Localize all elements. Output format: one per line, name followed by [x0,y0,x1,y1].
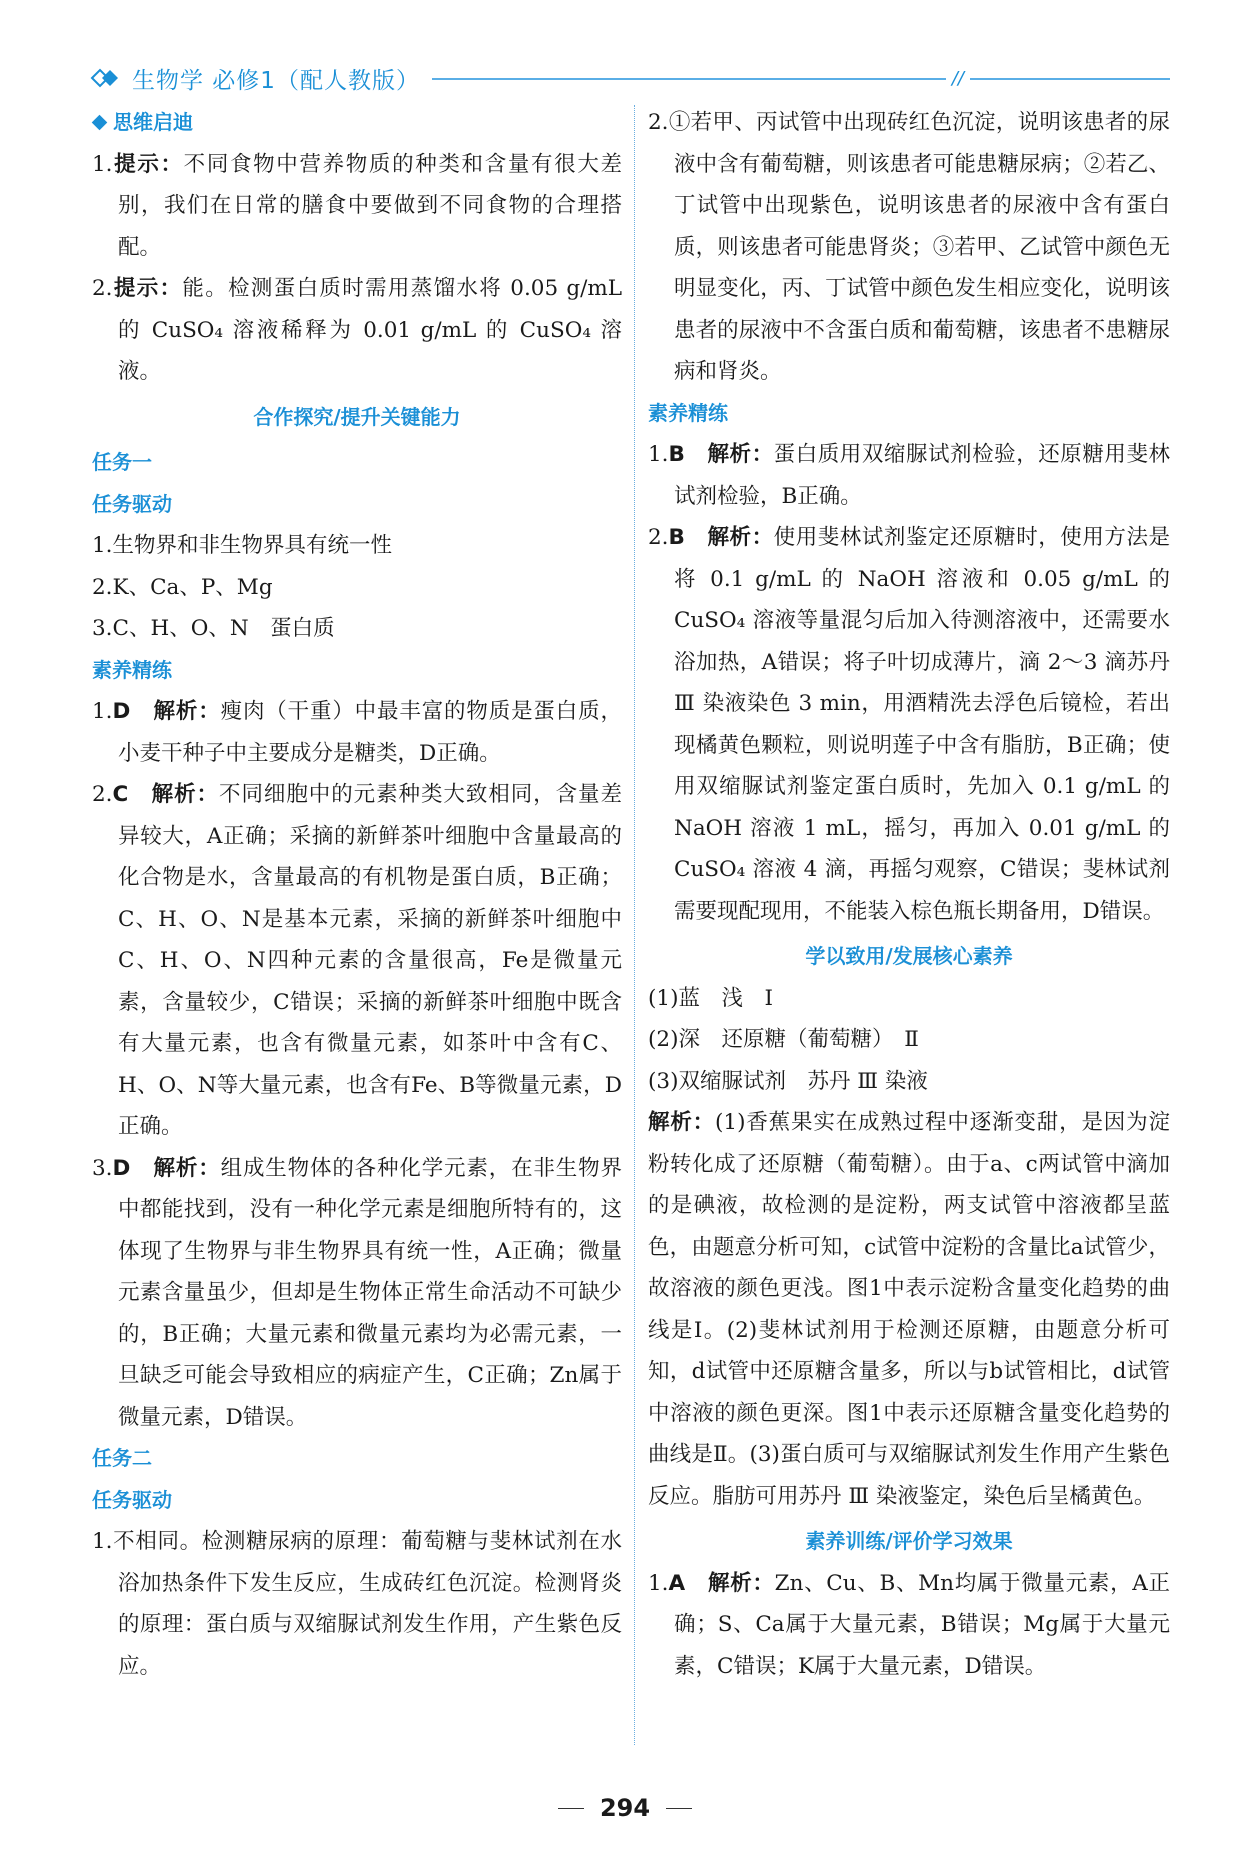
list-item: 1.D 解析：瘦肉（干重）中最丰富的物质是蛋白质，小麦干种子中主要成分是糖类，D正确。 [92,699,622,766]
book-title: 生物学 必修1（配人教版） [132,67,420,94]
footer-dash [558,1808,584,1809]
practice-heading-2: 素养精练 [648,400,728,425]
answer-line: (3)双缩脲试剂 苏丹 Ⅲ 染液 [648,1068,928,1094]
list-item: 1.不相同。检测糖尿病的原理：葡萄糖与斐林试剂在水浴加热条件下发生反应，生成砖红色沉淀。检测肾炎的原理：蛋白质与双缩脲试剂发生作用，产生紫色反应。 [92,1529,622,1679]
section-heading-thinking: 思维启迪 [92,102,622,144]
list-item: 1.B 解析：蛋白质用双缩脲试剂检验，还原糖用斐林试剂检验，B正确。 [648,442,1170,509]
list-item: 3.C、H、O、N 蛋白质 [92,616,335,641]
column-divider [634,105,635,1745]
double-diamond-icon [90,66,124,90]
header-rule-end [970,78,1170,80]
footer-dash [666,1808,692,1809]
drive-heading-2: 任务驱动 [92,1487,172,1512]
list-item: 3.D 解析：组成生物体的各种化学元素，在非生物界中都能找到，没有一种化学元素是细胞所特有的，这体现了生物界与非生物界具有统一性，A正确；微量元素含量虽少，但却是生物体正常生命活动不可缺少的，B正确；大量元素和微量元素均为必需元素，一旦缺乏可能会导致相应的病症产生，C正确；Zn属于微量元素，D错误。 [92,1155,622,1430]
right-column [648,102,1170,1687]
list-item: 1.生物界和非生物界具有统一性 [92,533,393,558]
list-item: 1.提示：不同食物中营养物质的种类和含量有很大差别，我们在日常的膳食中要做到不同食物的合理搭配。 [92,151,622,260]
analysis-paragraph: 解析：(1)香蕉果实在成熟过程中逐渐变甜，是因为淀粉转化成了还原糖（葡萄糖）。由于a、c两试管中滴加的是碘液，故检测的是淀粉，两支试管中溶液都呈蓝色，由题意分析可知，c试管中淀粉的含量比a试管少，故溶液的颜色更浅。图1中表示淀粉含量变化趋势的曲线是Ⅰ。(2)斐林试剂用于检测还原糖，由题意分析可知，d试管中还原糖含量多，所以与b试管相比，d试管中溶液的颜色更深。图1中表示还原糖含量变化趋势的曲线是Ⅱ。(3)蛋白质可与双缩脲试剂发生作用产生紫色反应。脂肪可用苏丹 Ⅲ 染液鉴定，染色后呈橘黄色。 [648,1110,1170,1509]
section-heading-cooperate: 合作探究/提升关键能力 [253,404,461,429]
practice-heading-1: 素养精练 [92,657,172,682]
list-item: 2.K、Ca、P、Mg [92,574,273,600]
list-item: 2.①若甲、丙试管中出现砖红色沉淀，说明该患者的尿液中含有葡萄糖，则该患者可能患糖尿病；②若乙、丁试管中出现紫色，说明该患者的尿液中含有蛋白质，则该患者可能患肾炎；③若甲、乙试管中颜色无明显变化，丙、丁试管中颜色发生相应变化，说明该患者的尿液中不含蛋白质和葡萄糖，该患者不患糖尿病和肾炎。 [648,110,1170,384]
section-heading-apply: 学以致用/发展核心素养 [805,944,1013,968]
list-item: 2.提示：能。检测蛋白质时需用蒸馏水将 0.05 g/mL 的 CuSO₄ 溶液稀释为 0.01 g/mL 的 CuSO₄ 溶液。 [92,276,622,384]
page-footer [0,1788,1250,1828]
task-heading-2: 任务二 [92,1446,152,1470]
answer-line: (2)深 还原糖（葡萄糖） Ⅱ [648,1027,919,1052]
header-slash: // [951,67,964,89]
header-rule [432,78,946,80]
task-heading-1: 任务一 [92,450,152,474]
list-item: 2.C 解析：不同细胞中的元素种类大致相同，含量差异较大，A正确；采摘的新鲜茶叶细胞中含量最高的化合物是水，含量最高的有机物是蛋白质，B正确；C、H、O、N是基本元素，采摘的新鲜茶叶细胞中C、H、O、N四种元素的含量很高，Fe是微量元素，含量较少，C错误；采摘的新鲜茶叶细胞中既含有大量元素，也含有微量元素，如茶叶中含有C、H、O、N等大量元素，也含有Fe、B等微量元素，D正确。 [92,782,622,1139]
drive-heading-1: 任务驱动 [92,491,172,516]
list-item: 2.B 解析：使用斐林试剂鉴定还原糖时，使用方法是将 0.1 g/mL 的 NaOH 溶液和 0.05 g/mL 的 CuSO₄ 溶液等量混匀后加入待测溶液中，还需要水浴加热，A错误；将子叶切成薄片，滴 2～3 滴苏丹 Ⅲ 染液染色 3 min，用酒精洗去浮色后镜检，若出现橘黄色颗粒，则说明莲子中含有脂肪，B正确；使用双缩脲试剂鉴定蛋白质时，先加入 0.1 g/mL 的 NaOH 溶液 1 mL，摇匀，再加入 0.01 g/mL 的 CuSO₄ 溶液 4 滴，再摇匀观察，C错误；斐林试剂需要现配现用，不能装入棕色瓶长期备用，D错误。 [648,525,1170,924]
page-number: 294 [599,1794,651,1822]
list-item: 1.A 解析：Zn、Cu、B、Mn均属于微量元素，A正确；S、Ca属于大量元素，B错误；Mg属于大量元素，C错误；K属于大量元素，D错误。 [648,1570,1170,1679]
section-heading-train: 素养训练/评价学习效果 [805,1529,1013,1553]
diamond-icon [92,115,108,131]
answer-line: (1)蓝 浅 Ⅰ [648,985,773,1011]
page-header [90,58,1170,98]
left-column [92,102,622,1687]
